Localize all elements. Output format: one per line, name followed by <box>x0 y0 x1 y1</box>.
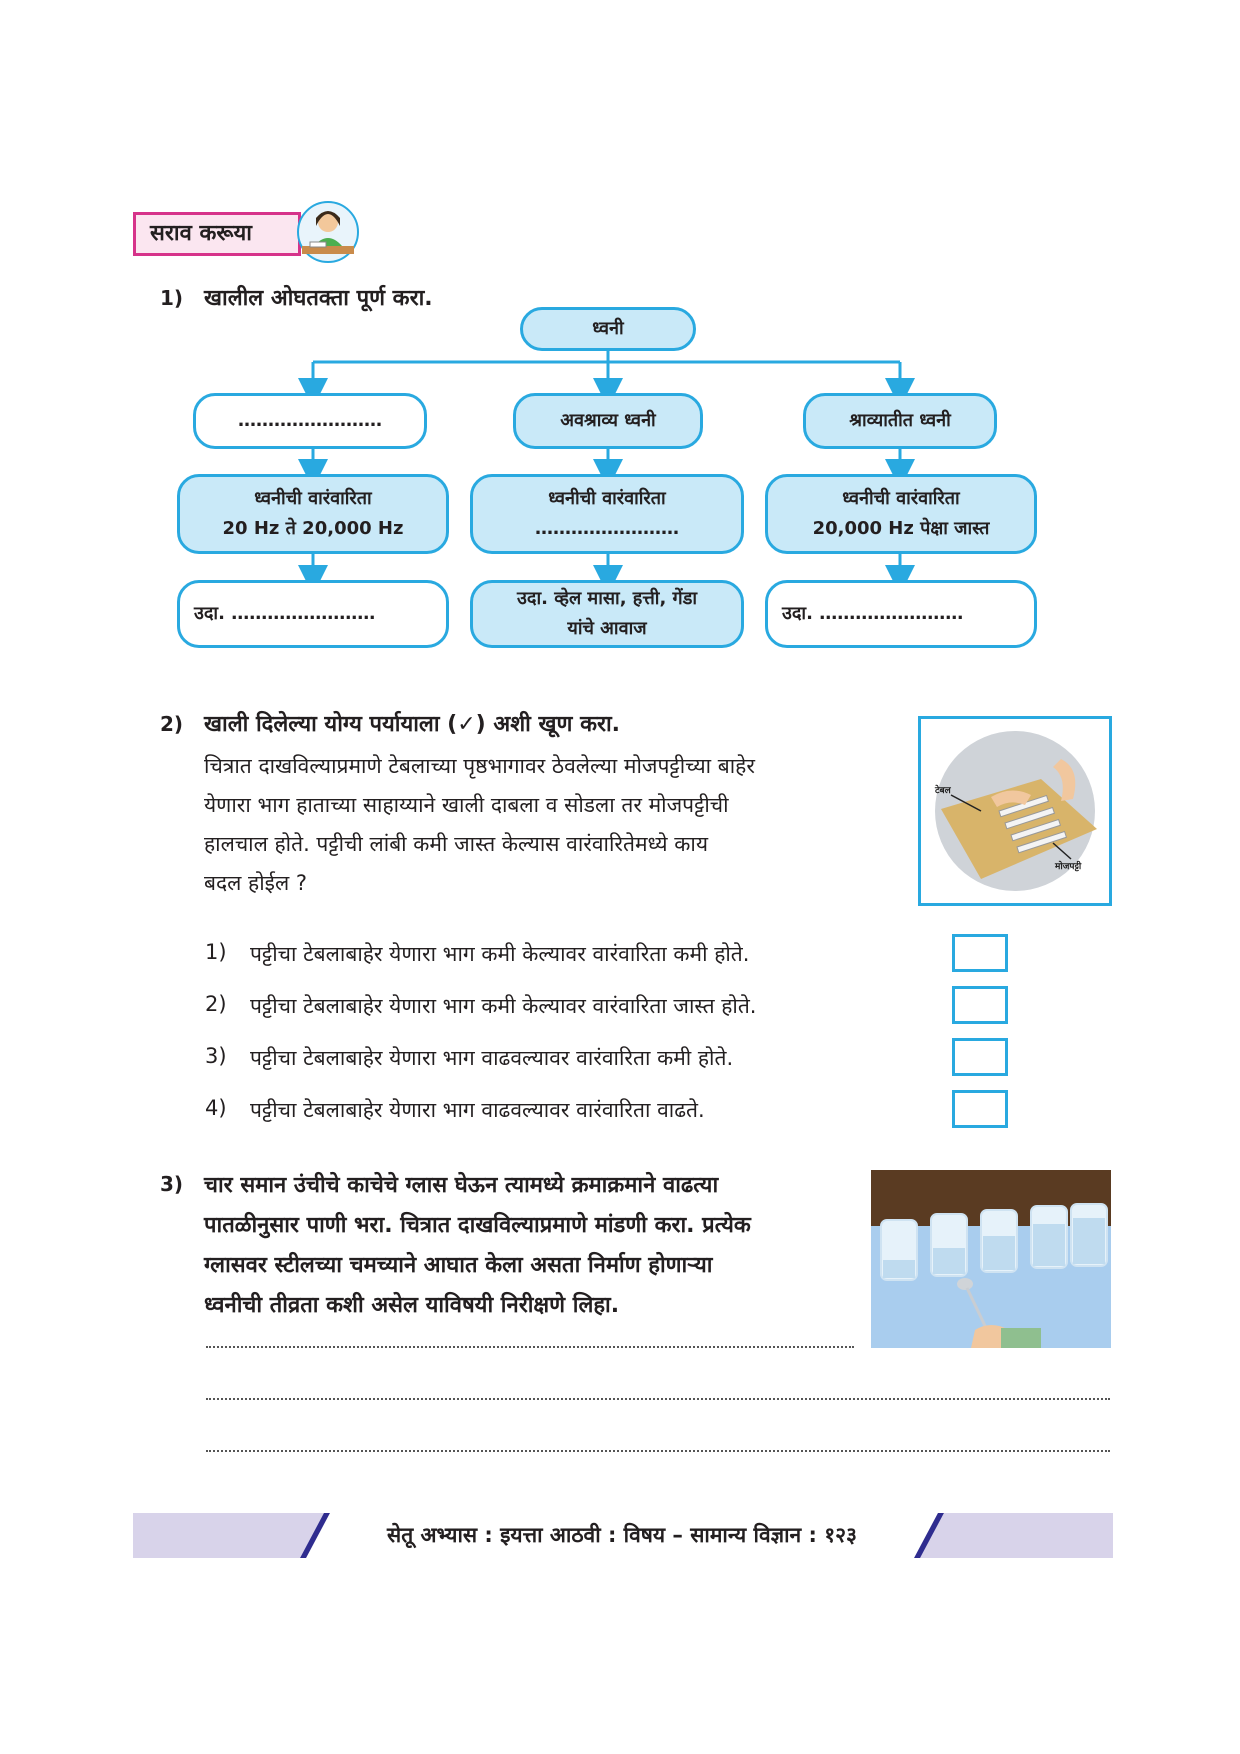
flow-col1-title-text: …………………… <box>238 410 382 431</box>
flow-col2-title <box>513 393 703 449</box>
flow-col3-freq-line1: ध्वनीची वारंवारिता <box>842 488 960 509</box>
answer-line[interactable] <box>206 1346 854 1348</box>
flow-col2-title-text: अवश्राव्य ध्वनी <box>560 410 656 431</box>
flow-col3-title <box>803 393 997 449</box>
paragraph-line: चित्रात दाखविल्याप्रमाणे टेबलाच्या पृष्ठभागावर ठेवलेल्या मोजपट्टीच्या बाहेर <box>204 754 755 778</box>
question-1-number: 1) <box>160 286 184 310</box>
option-3-text: पट्टीचा टेबलाबाहेर येणारा भाग वाढवल्यावर वारंवारिता कमी होते. <box>250 1046 734 1070</box>
question-2-paragraph <box>204 747 884 903</box>
option-2-text: पट्टीचा टेबलाबाहेर येणारा भाग कमी केल्यावर वारंवारिता जास्त होते. <box>250 994 757 1018</box>
flow-col3-frequency <box>765 474 1037 554</box>
question-3-line: चार समान उंचीचे काचेचे ग्लास घेऊन त्यामध्ये क्रमाक्रमाने वाढत्या <box>204 1173 719 1198</box>
flow-col3-example-text: उदा. …………………… <box>782 603 964 624</box>
image-label-table: टेबल <box>935 786 951 796</box>
flow-col2-example <box>470 580 744 648</box>
paragraph-line: येणारा भाग हाताच्या साहाय्याने खाली दाबला व सोडला तर मोजपट्टीची <box>204 793 729 817</box>
flow-col2-frequency <box>470 474 744 554</box>
ruler-experiment-image <box>918 716 1112 906</box>
option-4-text: पट्टीचा टेबलाबाहेर येणारा भाग वाढवल्यावर वारंवारिता वाढते. <box>250 1098 705 1122</box>
paragraph-line: हालचाल होते. पट्टीची लांबी कमी जास्त केल्यास वारंवारितेमध्ये काय <box>204 832 709 856</box>
water-glasses-photo <box>871 1170 1111 1348</box>
flow-col2-freq-line2: …………………… <box>535 518 679 539</box>
flow-col1-frequency <box>177 474 449 554</box>
flow-col1-freq-line2: 20 Hz ते 20,000 Hz <box>222 518 404 539</box>
flow-col2-example-line1: उदा. व्हेल मासा, हत्ती, गेंडा <box>517 588 697 609</box>
glasses-with-spoon-illustration <box>871 1170 1111 1348</box>
paragraph-line: बदल होईल ? <box>204 871 308 895</box>
flow-root-sound <box>520 307 696 351</box>
question-3-line: ग्लासवर स्टीलच्या चमच्याने आघात केला असता निर्माण होणाऱ्या <box>204 1253 713 1278</box>
flow-col3-example <box>765 580 1037 648</box>
answer-line[interactable] <box>206 1450 1110 1452</box>
option-4-number: 4) <box>205 1096 227 1120</box>
flow-col1-example <box>177 580 449 648</box>
footer-text: सेतू अभ्यास : इयत्ता आठवी : विषय – सामान्य विज्ञान : १२३ <box>387 1523 857 1547</box>
flow-col1-example-text: उदा. …………………… <box>194 603 376 624</box>
question-3-text <box>204 1166 854 1326</box>
flow-col3-title-text: श्राव्यातीत ध्वनी <box>849 410 951 431</box>
question-2-text: खाली दिलेल्या योग्य पर्यायाला (✓) अशी खूण करा. <box>204 712 621 737</box>
ruler-on-table-illustration <box>921 719 1109 903</box>
option-2-number: 2) <box>205 992 227 1016</box>
option-2-checkbox[interactable] <box>952 986 1008 1024</box>
section-badge: सराव करूया <box>133 212 301 256</box>
flow-col3-freq-line2: 20,000 Hz पेक्षा जास्त <box>812 518 990 539</box>
flow-col1-title <box>193 393 427 449</box>
image-label-scale: मोजपट्टी <box>1055 862 1082 872</box>
option-1-checkbox[interactable] <box>952 934 1008 972</box>
question-3-number: 3) <box>160 1172 184 1196</box>
flow-root-label: ध्वनी <box>592 318 624 339</box>
question-2-number: 2) <box>160 712 184 736</box>
option-3-checkbox[interactable] <box>952 1038 1008 1076</box>
flow-col1-freq-line1: ध्वनीची वारंवारिता <box>254 488 372 509</box>
option-1-text: पट्टीचा टेबलाबाहेर येणारा भाग कमी केल्यावर वारंवारिता कमी होते. <box>250 942 750 966</box>
question-3-line: पातळीनुसार पाणी भरा. चित्रात दाखविल्याप्रमाणे मांडणी करा. प्रत्येक <box>204 1213 751 1238</box>
option-1-number: 1) <box>205 940 227 964</box>
question-3-line: ध्वनीची तीव्रता कशी असेल याविषयी निरीक्षणे लिहा. <box>204 1293 620 1318</box>
option-3-number: 3) <box>205 1044 227 1068</box>
question-1-text: खालील ओघतक्ता पूर्ण करा. <box>204 286 433 311</box>
option-4-checkbox[interactable] <box>952 1090 1008 1128</box>
flow-col2-freq-line1: ध्वनीची वारंवारिता <box>548 488 666 509</box>
flow-col2-example-line2: यांचे आवाज <box>567 618 647 639</box>
answer-line[interactable] <box>206 1398 1110 1400</box>
